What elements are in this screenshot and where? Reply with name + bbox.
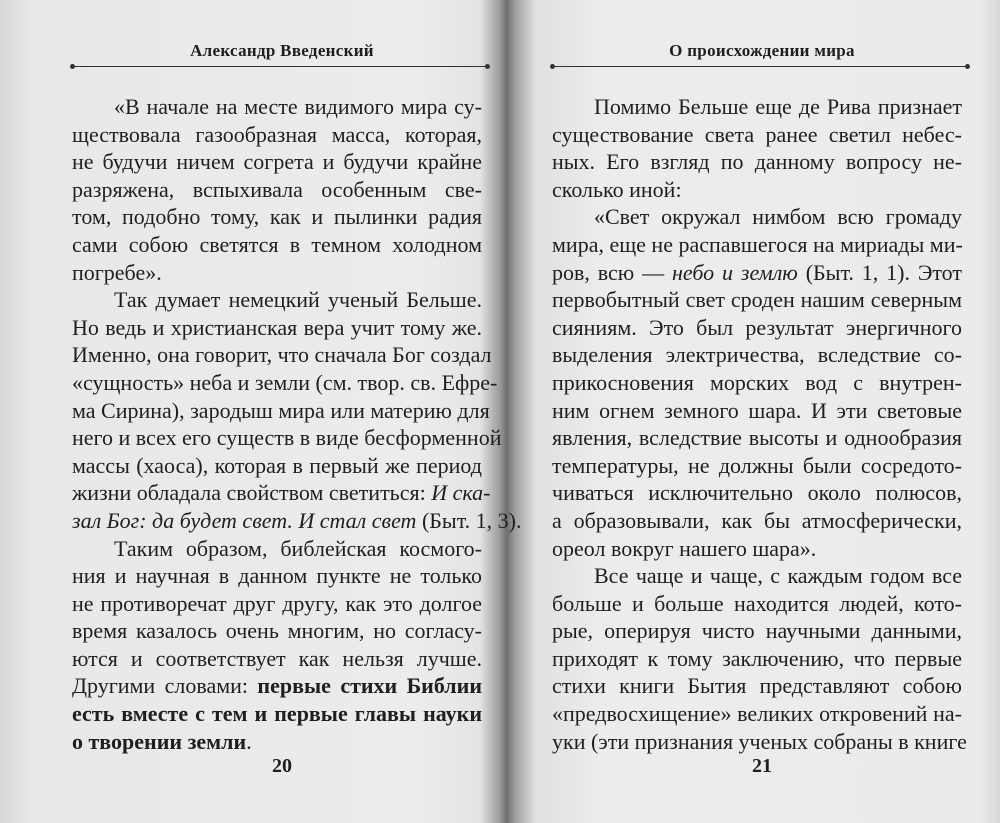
right-page-number: 21: [752, 755, 772, 777]
text-segment: жизни обладала свойством светиться:: [72, 480, 432, 506]
text-line: выделения электричества, вследствие со-: [552, 342, 962, 368]
right-running-head: О происхождении мира: [669, 41, 855, 60]
text-line: мира, еще не распавшегося на мириады ми-: [552, 231, 963, 257]
text-line: [72, 672, 482, 700]
text-segment: .: [246, 728, 252, 754]
bold-emphasis: о творении земли: [72, 728, 247, 754]
left-running-head: Александр Введенский: [190, 41, 374, 60]
text-line: приходят к тому заключению, что первые: [552, 645, 962, 671]
text-line: ним огнем земного шара. И эти световые: [552, 397, 962, 423]
text-line: погребе».: [72, 259, 162, 285]
text-line: рые, оперируя чисто научными данными,: [552, 618, 962, 644]
text-line: сияниям. Это был результат энергичного: [552, 314, 962, 340]
text-line: «сущность» неба и земли (см. твор. св. Ефре-: [72, 369, 498, 395]
text-line: разряжена, вспыхивала особенным све-: [72, 176, 482, 202]
text-line: первобытный свет сроден нашим северным: [552, 287, 962, 313]
text-line: время казалось очень многим, но согласу-: [72, 618, 482, 644]
text-line: а образовывали, как бы атмосферически,: [552, 507, 962, 533]
text-line: сами собою светятся в темном холодном: [72, 231, 482, 257]
italic-quote: небо и землю: [671, 259, 798, 285]
left-body-text: [72, 93, 522, 755]
text-segment: ров, всю —: [552, 259, 672, 285]
text-line: массы (хаоса), которая в первый же период: [72, 452, 482, 478]
italic-quote: И ска-: [431, 480, 491, 506]
text-line: Так думает немецкий ученый Бельше.: [114, 287, 482, 313]
text-line: ния и научная в данном пункте не только: [72, 563, 482, 589]
text-line: него и всех его существ в виде бесформенной: [72, 425, 502, 451]
text-line: Помимо Бельше еще де Рива признает: [594, 94, 962, 119]
text-line: том, подобно тому, как и пылинки радия: [72, 204, 482, 230]
text-line: существование света ранее светил небес-: [552, 121, 962, 147]
text-line: уки (эти признания ученых собраны в книге: [552, 728, 967, 754]
text-line: [72, 507, 522, 535]
text-segment: (Быт. 1, 1). Этот: [797, 259, 963, 285]
text-line: прикосновения морских вод с внутрен-: [552, 369, 962, 395]
text-line: есть вместе с тем и первые главы науки: [72, 701, 482, 727]
left-page-number: 20: [272, 755, 292, 777]
text-line: ных. Его взгляд по данному вопросу не-: [552, 149, 962, 175]
text-line: Именно, она говорит, что сначала Бог создал: [72, 342, 492, 368]
text-line: «Свет окружал нимбом всю громаду: [594, 204, 962, 230]
text-line: ма Сирина), зародыш мира или материю для: [72, 397, 490, 423]
text-line: стихи книги Бытия представляют собою: [552, 673, 962, 699]
left-header-rule: [72, 66, 488, 67]
text-line: не противоречат друг другу, как это долгое: [72, 590, 482, 616]
text-line: явления, вследствие высоты и однообразия: [552, 425, 962, 451]
text-line: больше и больше находится людей, кото-: [552, 590, 962, 616]
text-segment: (Быт. 1, 3).: [416, 507, 522, 533]
text-segment: Другими словами:: [72, 673, 258, 699]
text-line: ореол вокруг нашего шара».: [552, 535, 817, 561]
text-line: [72, 728, 482, 756]
text-line: чиваться исключительно около полюсов,: [552, 480, 962, 506]
right-header-rule: [552, 66, 968, 67]
italic-quote: зал Бог: да будет свет. И стал свет: [72, 507, 417, 533]
text-line: не будучи ничем согрета и будучи крайне: [72, 149, 482, 175]
text-line: температуры, не должны были сосредото-: [552, 452, 962, 478]
text-line: «В начале на месте видимого мира су-: [114, 94, 482, 119]
text-line: ются и соответствует как нельзя лучше.: [72, 645, 482, 671]
text-line: [552, 259, 962, 287]
text-line: ществовала газообразная масса, которая,: [72, 121, 482, 147]
right-body-text: [552, 93, 967, 755]
bold-emphasis: первые стихи Библии: [257, 673, 482, 699]
text-line: «предвосхищение» великих откровений на-: [552, 701, 962, 727]
text-line: сколько иной:: [552, 176, 682, 202]
text-line: Таким образом, библейская космого-: [114, 535, 482, 561]
text-line: Но ведь и христианская вера учит тому же.: [72, 314, 482, 340]
text-line: [72, 479, 491, 507]
text-line: Все чаще и чаще, с каждым годом все: [594, 563, 962, 589]
